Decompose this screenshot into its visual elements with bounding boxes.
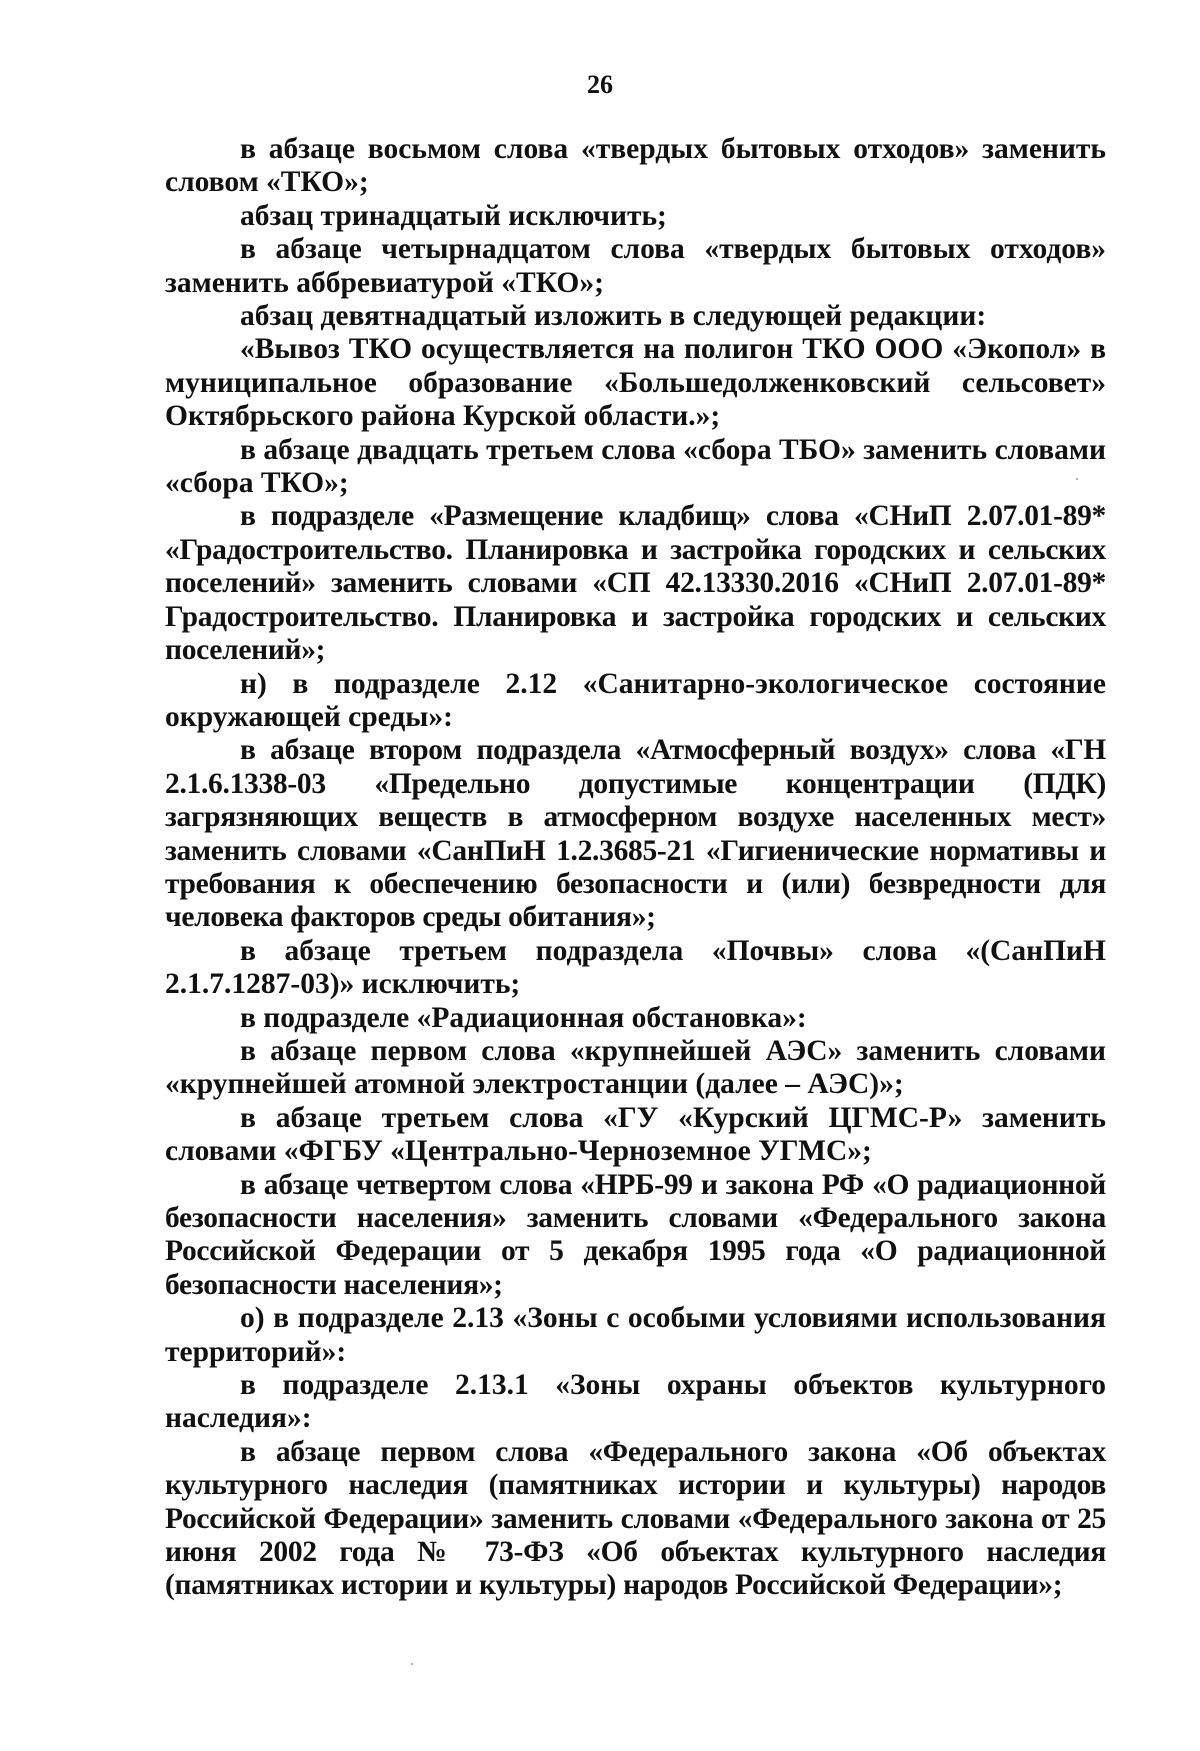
- paragraph-1: в абзаце восьмом слова «твердых бытовых отходов» заменить словом «ТКО»;: [165, 133, 1106, 199]
- paragraph-2: абзац тринадцатый исключить;: [240, 199, 667, 232]
- document-body: [165, 133, 1106, 1603]
- paragraph-6: в абзаце двадцать третьем слова «сбора ТБО» заменить словами «сбора ТКО»;: [165, 433, 1106, 500]
- scan-speck: [411, 1663, 413, 1665]
- page-number: 26: [587, 70, 613, 99]
- scan-speck: [1076, 478, 1078, 480]
- paragraph-11: в подразделе «Радиационная обстановка»:: [240, 1001, 807, 1034]
- paragraph-16: в подразделе 2.13.1 «Зоны охраны объектов культурного наследия»:: [165, 1369, 1106, 1435]
- paragraph-17: в абзаце первом слова «Федерального закона «Об объектах культурного наследия (памятниках истории и культуры) народов Российской Федерации» заменить словами «Федерального закона от 25 июня 2002 года № 73-ФЗ «Об объектах культурного наследия (памятниках истории и культуры) народов Российской Федерации»;: [165, 1435, 1106, 1602]
- paragraph-13: в абзаце третьем слова «ГУ «Курский ЦГМС-Р» заменить словами «ФГБУ «Центрально-Черноземное УГМС»;: [165, 1101, 1106, 1168]
- paragraph-14: в абзаце четвертом слова «НРБ-99 и закона РФ «О радиационной безопасности населения» заменить словами «Федерального закона Российской Федерации от 5 декабря 1995 года «О радиационной безопасности населения»;: [165, 1168, 1106, 1301]
- paragraph-8: н) в подразделе 2.12 «Санитарно-экологическое состояние окружающей среды»:: [165, 667, 1106, 733]
- paragraph-15: о) в подразделе 2.13 «Зоны с особыми условиями использования территорий»:: [165, 1302, 1106, 1368]
- paragraph-4: абзац девятнадцатый изложить в следующей редакции:: [240, 300, 987, 333]
- paragraph-10: в абзаце третьем подраздела «Почвы» слова «(СанПиН 2.1.7.1287-03)» исключить;: [165, 934, 1106, 1001]
- paragraph-3: в абзаце четырнадцатом слова «твердых бытовых отходов» заменить аббревиатурой «ТКО»;: [165, 233, 1106, 299]
- paragraph-12: в абзаце первом слова «крупнейшей АЭС» заменить словами «крупнейшей атомной электростанции (далее – АЭС)»;: [165, 1034, 1106, 1101]
- paragraph-5: «Вывоз ТКО осуществляется на полигон ТКО ООО «Экопол» в муниципальное образование «Большедолженковский сельсовет» Октябрьского района Курской области.»;: [165, 333, 1106, 433]
- paragraph-9: в абзаце втором подраздела «Атмосферный воздух» слова «ГН 2.1.6.1338-03 «Предельно допустимые концентрации (ПДК) загрязняющих веществ в атмосферном воздухе населенных мест» заменить словами «СанПиН 1.2.3685-21 «Гигиенические нормативы и требования к обеспечению безопасности и (или) безвредности для человека факторов среды обитания»;: [165, 734, 1106, 934]
- paragraph-7: в подразделе «Размещение кладбищ» слова «СНиП 2.07.01-89* «Градостроительство. Планировка и застройка городских и сельских поселений» заменить словами «СП 42.13330.2016 «СНиП 2.07.01-89* Градостроительство. Планировка и застройка городских и сельских поселений»;: [165, 500, 1106, 667]
